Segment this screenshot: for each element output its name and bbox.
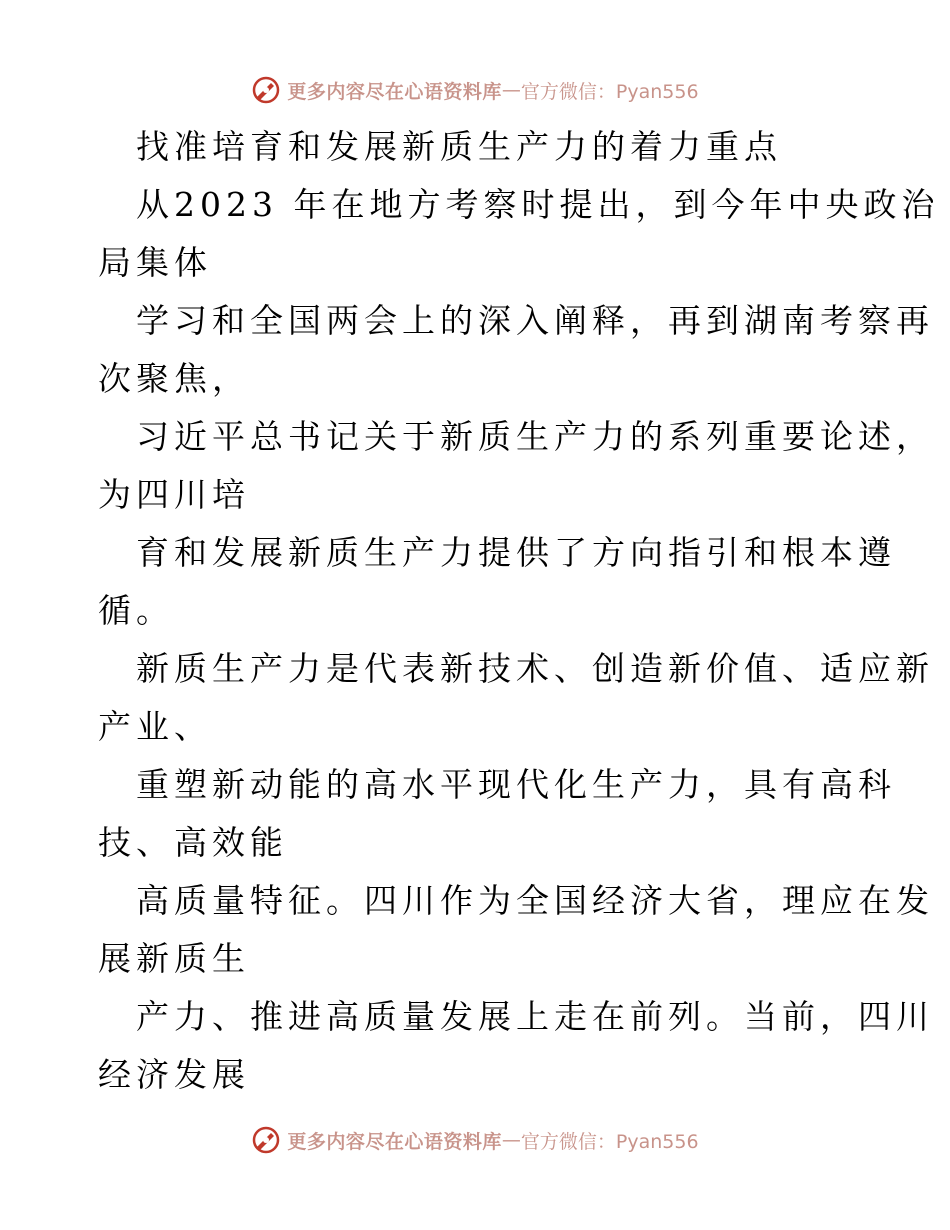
- text-line: 重塑新动能的高水平现代化生产力，具有高科: [136, 765, 896, 804]
- text-line: 产力、推进高质量发展上走在前列。当前，四川: [136, 997, 934, 1036]
- text-line: 展新质生: [98, 939, 250, 978]
- pen-logo-icon: [251, 1125, 281, 1155]
- text-line: 新质生产力是代表新技术、创造新价值、适应新: [136, 649, 934, 688]
- text-line: 高质量特征。四川作为全国经济大省，理应在发: [136, 881, 934, 920]
- text-line: 技、高效能: [98, 823, 288, 862]
- text-line: 习近平总书记关于新质生产力的系列重要论述，: [136, 417, 934, 456]
- footer-banner-text: 更多内容尽在心语资料库: [287, 1130, 502, 1153]
- text-line: 学习和全国两会上的深入阐释，再到湖南考察再: [136, 301, 934, 340]
- text-line: 局集体: [98, 243, 212, 282]
- text-line: 从2023 年在地方考察时提出，到今年中央政治: [136, 185, 940, 224]
- pen-logo-icon: [251, 75, 281, 105]
- text-line: 育和发展新质生产力提供了方向指引和根本遵: [136, 533, 896, 572]
- text-line: 产业、: [98, 707, 212, 746]
- header-banner-separator: —: [501, 79, 521, 101]
- header-banner-contact: 官方微信：Pyan556: [520, 80, 699, 103]
- document-body: [98, 118, 940, 1104]
- text-line: 经济发展: [98, 1055, 250, 1094]
- footer-banner-separator: —: [501, 1129, 521, 1151]
- footer-watermark-banner: [0, 1120, 950, 1160]
- text-line: 找准培育和发展新质生产力的着力重点: [136, 127, 782, 166]
- footer-banner-contact: 官方微信：Pyan556: [520, 1130, 699, 1153]
- text-line: 为四川培: [98, 475, 250, 514]
- header-banner-text: 更多内容尽在心语资料库: [287, 80, 502, 103]
- text-line: 次聚焦，: [98, 359, 250, 398]
- header-watermark-banner: [0, 70, 950, 110]
- text-line: 循。: [98, 591, 174, 630]
